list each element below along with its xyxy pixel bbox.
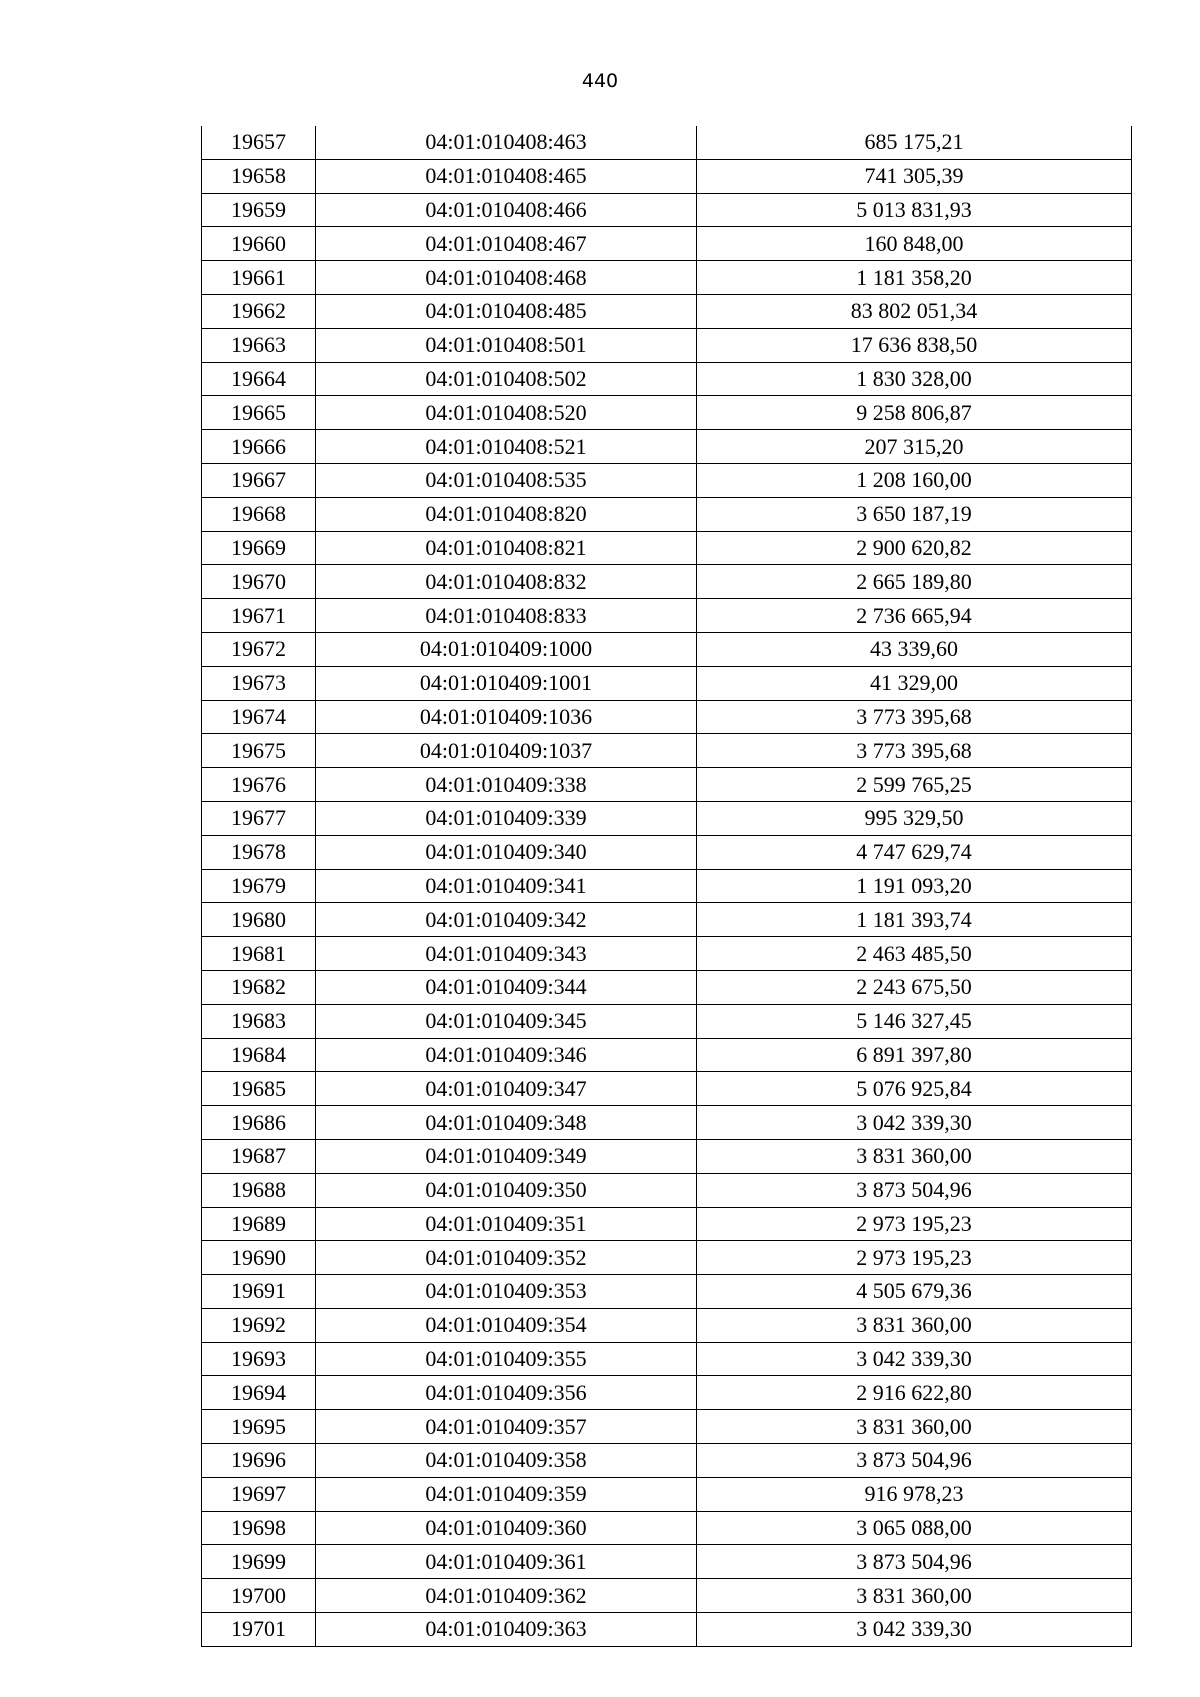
table-row	[202, 1139, 1132, 1173]
cadastral-number-cell: 04:01:010409:354	[316, 1308, 697, 1342]
row-number-cell: 19684	[202, 1038, 316, 1072]
cadastral-value-cell: 9 258 806,87	[697, 396, 1132, 430]
cadastral-number-cell: 04:01:010409:360	[316, 1511, 697, 1545]
row-number-cell: 19665	[202, 396, 316, 430]
cadastral-value-cell: 3 831 360,00	[697, 1308, 1132, 1342]
cadastral-value-cell: 1 181 393,74	[697, 903, 1132, 937]
cadastral-number-cell: 04:01:010409:353	[316, 1275, 697, 1309]
cadastral-number-cell: 04:01:010409:363	[316, 1613, 697, 1647]
table-row	[202, 362, 1132, 396]
table-row	[202, 599, 1132, 633]
cadastral-value-cell: 3 873 504,96	[697, 1545, 1132, 1579]
table-row	[202, 227, 1132, 261]
row-number-cell: 19671	[202, 599, 316, 633]
cadastral-value-cell: 2 900 620,82	[697, 531, 1132, 565]
cadastral-number-cell: 04:01:010409:356	[316, 1376, 697, 1410]
cadastral-number-cell: 04:01:010408:832	[316, 565, 697, 599]
cadastral-number-cell: 04:01:010409:348	[316, 1106, 697, 1140]
cadastral-value-cell: 160 848,00	[697, 227, 1132, 261]
row-number-cell: 19660	[202, 227, 316, 261]
table-row	[202, 632, 1132, 666]
row-number-cell: 19686	[202, 1106, 316, 1140]
cadastral-number-cell: 04:01:010409:346	[316, 1038, 697, 1072]
cadastral-number-cell: 04:01:010409:342	[316, 903, 697, 937]
cadastral-value-cell: 2 973 195,23	[697, 1241, 1132, 1275]
row-number-cell: 19690	[202, 1241, 316, 1275]
table-row	[202, 1241, 1132, 1275]
cadastral-value-cell: 3 042 339,30	[697, 1342, 1132, 1376]
row-number-cell: 19687	[202, 1139, 316, 1173]
cadastral-value-cell: 685 175,21	[697, 126, 1132, 159]
row-number-cell: 19699	[202, 1545, 316, 1579]
cadastral-value-cell: 3 773 395,68	[697, 734, 1132, 768]
cadastral-number-cell: 04:01:010409:1001	[316, 666, 697, 700]
cadastral-number-cell: 04:01:010409:1037	[316, 734, 697, 768]
cadastral-value-cell: 916 978,23	[697, 1477, 1132, 1511]
row-number-cell: 19663	[202, 328, 316, 362]
cadastral-value-cell: 3 831 360,00	[697, 1579, 1132, 1613]
row-number-cell: 19677	[202, 801, 316, 835]
table-row	[202, 1376, 1132, 1410]
cadastral-value-cell: 1 208 160,00	[697, 463, 1132, 497]
cadastral-value-cell: 4 747 629,74	[697, 835, 1132, 869]
row-number-cell: 19664	[202, 362, 316, 396]
cadastral-number-cell: 04:01:010408:466	[316, 193, 697, 227]
cadastral-value-cell: 4 505 679,36	[697, 1275, 1132, 1309]
table-row	[202, 1173, 1132, 1207]
cadastral-value-cell: 2 243 675,50	[697, 970, 1132, 1004]
table-row	[202, 497, 1132, 531]
cadastral-value-cell: 2 973 195,23	[697, 1207, 1132, 1241]
row-number-cell: 19681	[202, 937, 316, 971]
cadastral-number-cell: 04:01:010409:1036	[316, 700, 697, 734]
row-number-cell: 19659	[202, 193, 316, 227]
cadastral-number-cell: 04:01:010408:501	[316, 328, 697, 362]
row-number-cell: 19689	[202, 1207, 316, 1241]
table-row	[202, 193, 1132, 227]
row-number-cell: 19694	[202, 1376, 316, 1410]
cadastral-number-cell: 04:01:010408:821	[316, 531, 697, 565]
row-number-cell: 19672	[202, 632, 316, 666]
table-row	[202, 903, 1132, 937]
cadastral-number-cell: 04:01:010408:535	[316, 463, 697, 497]
cadastral-number-cell: 04:01:010409:351	[316, 1207, 697, 1241]
cadastral-number-cell: 04:01:010409:345	[316, 1004, 697, 1038]
row-number-cell: 19697	[202, 1477, 316, 1511]
cadastral-number-cell: 04:01:010409:352	[316, 1241, 697, 1275]
table-row	[202, 396, 1132, 430]
cadastral-value-cell: 3 831 360,00	[697, 1139, 1132, 1173]
cadastral-value-cell: 1 181 358,20	[697, 261, 1132, 295]
row-number-cell: 19688	[202, 1173, 316, 1207]
cadastral-number-cell: 04:01:010409:355	[316, 1342, 697, 1376]
table-row	[202, 1545, 1132, 1579]
table-row	[202, 835, 1132, 869]
cadastral-number-cell: 04:01:010409:359	[316, 1477, 697, 1511]
row-number-cell: 19691	[202, 1275, 316, 1309]
cadastral-value-cell: 3 873 504,96	[697, 1173, 1132, 1207]
table-row	[202, 1613, 1132, 1647]
cadastral-number-cell: 04:01:010409:357	[316, 1410, 697, 1444]
table-row	[202, 1106, 1132, 1140]
cadastral-number-cell: 04:01:010408:467	[316, 227, 697, 261]
cadastral-value-cell: 2 736 665,94	[697, 599, 1132, 633]
table-row	[202, 1004, 1132, 1038]
table-row	[202, 937, 1132, 971]
table-row	[202, 294, 1132, 328]
table-row	[202, 1275, 1132, 1309]
cadastral-value-cell: 207 315,20	[697, 430, 1132, 464]
row-number-cell: 19676	[202, 768, 316, 802]
row-number-cell: 19693	[202, 1342, 316, 1376]
cadastral-value-cell: 3 773 395,68	[697, 700, 1132, 734]
cadastral-number-cell: 04:01:010408:502	[316, 362, 697, 396]
cadastral-value-cell: 6 891 397,80	[697, 1038, 1132, 1072]
cadastral-value-cell: 5 013 831,93	[697, 193, 1132, 227]
row-number-cell: 19683	[202, 1004, 316, 1038]
row-number-cell: 19662	[202, 294, 316, 328]
cadastral-value-cell: 3 873 504,96	[697, 1444, 1132, 1478]
cadastral-value-cell: 3 042 339,30	[697, 1106, 1132, 1140]
cadastral-number-cell: 04:01:010408:520	[316, 396, 697, 430]
table-row	[202, 970, 1132, 1004]
cadastral-value-cell: 2 916 622,80	[697, 1376, 1132, 1410]
cadastral-value-cell: 3 650 187,19	[697, 497, 1132, 531]
table-row	[202, 261, 1132, 295]
table-row	[202, 1444, 1132, 1478]
row-number-cell: 19657	[202, 126, 316, 159]
row-number-cell: 19679	[202, 869, 316, 903]
table-row	[202, 463, 1132, 497]
table-row	[202, 1207, 1132, 1241]
cadastral-value-cell: 3 042 339,30	[697, 1613, 1132, 1647]
table-row	[202, 869, 1132, 903]
cadastral-number-cell: 04:01:010408:465	[316, 159, 697, 193]
table-row	[202, 1511, 1132, 1545]
cadastral-number-cell: 04:01:010409:343	[316, 937, 697, 971]
cadastral-number-cell: 04:01:010409:338	[316, 768, 697, 802]
table-body	[202, 126, 1132, 1646]
table-row	[202, 1342, 1132, 1376]
cadastral-number-cell: 04:01:010409:344	[316, 970, 697, 1004]
cadastral-number-cell: 04:01:010408:468	[316, 261, 697, 295]
cadastral-number-cell: 04:01:010408:485	[316, 294, 697, 328]
row-number-cell: 19670	[202, 565, 316, 599]
cadastral-value-cell: 995 329,50	[697, 801, 1132, 835]
cadastral-value-cell: 5 076 925,84	[697, 1072, 1132, 1106]
cadastral-number-cell: 04:01:010409:349	[316, 1139, 697, 1173]
cadastral-value-cell: 41 329,00	[697, 666, 1132, 700]
row-number-cell: 19678	[202, 835, 316, 869]
row-number-cell: 19700	[202, 1579, 316, 1613]
row-number-cell: 19674	[202, 700, 316, 734]
row-number-cell: 19685	[202, 1072, 316, 1106]
table-row	[202, 565, 1132, 599]
cadastral-value-cell: 1 830 328,00	[697, 362, 1132, 396]
table-row	[202, 801, 1132, 835]
cadastral-value-cell: 83 802 051,34	[697, 294, 1132, 328]
table-row	[202, 1579, 1132, 1613]
cadastral-value-cell: 3 065 088,00	[697, 1511, 1132, 1545]
table-row	[202, 1410, 1132, 1444]
cadastral-number-cell: 04:01:010409:339	[316, 801, 697, 835]
table-row	[202, 700, 1132, 734]
row-number-cell: 19675	[202, 734, 316, 768]
cadastral-value-cell: 1 191 093,20	[697, 869, 1132, 903]
cadastral-number-cell: 04:01:010409:358	[316, 1444, 697, 1478]
cadastral-number-cell: 04:01:010409:350	[316, 1173, 697, 1207]
row-number-cell: 19682	[202, 970, 316, 1004]
cadastral-value-cell: 5 146 327,45	[697, 1004, 1132, 1038]
cadastral-value-cell: 17 636 838,50	[697, 328, 1132, 362]
cadastral-number-cell: 04:01:010409:362	[316, 1579, 697, 1613]
cadastral-number-cell: 04:01:010408:833	[316, 599, 697, 633]
row-number-cell: 19666	[202, 430, 316, 464]
cadastral-value-cell: 43 339,60	[697, 632, 1132, 666]
row-number-cell: 19673	[202, 666, 316, 700]
cadastral-number-cell: 04:01:010409:341	[316, 869, 697, 903]
table-row	[202, 666, 1132, 700]
row-number-cell: 19698	[202, 1511, 316, 1545]
table-row	[202, 328, 1132, 362]
cadastral-number-cell: 04:01:010408:463	[316, 126, 697, 159]
table-row	[202, 768, 1132, 802]
row-number-cell: 19696	[202, 1444, 316, 1478]
row-number-cell: 19667	[202, 463, 316, 497]
table-row	[202, 734, 1132, 768]
row-number-cell: 19701	[202, 1613, 316, 1647]
cadastral-number-cell: 04:01:010408:820	[316, 497, 697, 531]
table-row	[202, 126, 1132, 159]
table-row	[202, 430, 1132, 464]
row-number-cell: 19661	[202, 261, 316, 295]
row-number-cell: 19669	[202, 531, 316, 565]
table-row	[202, 159, 1132, 193]
cadastral-value-cell: 2 665 189,80	[697, 565, 1132, 599]
table-row	[202, 1072, 1132, 1106]
cadastral-number-cell: 04:01:010409:361	[316, 1545, 697, 1579]
cadastral-value-cell: 2 463 485,50	[697, 937, 1132, 971]
row-number-cell: 19695	[202, 1410, 316, 1444]
row-number-cell: 19680	[202, 903, 316, 937]
cadastral-number-cell: 04:01:010409:340	[316, 835, 697, 869]
row-number-cell: 19668	[202, 497, 316, 531]
row-number-cell: 19692	[202, 1308, 316, 1342]
cadastral-value-cell: 2 599 765,25	[697, 768, 1132, 802]
table-row	[202, 1477, 1132, 1511]
cadastral-value-cell: 741 305,39	[697, 159, 1132, 193]
cadastral-value-table	[201, 126, 1132, 1647]
table-row	[202, 1308, 1132, 1342]
page-number: 440	[581, 70, 619, 92]
table-row	[202, 531, 1132, 565]
row-number-cell: 19658	[202, 159, 316, 193]
cadastral-number-cell: 04:01:010409:347	[316, 1072, 697, 1106]
cadastral-value-cell: 3 831 360,00	[697, 1410, 1132, 1444]
cadastral-number-cell: 04:01:010409:1000	[316, 632, 697, 666]
table-row	[202, 1038, 1132, 1072]
cadastral-number-cell: 04:01:010408:521	[316, 430, 697, 464]
